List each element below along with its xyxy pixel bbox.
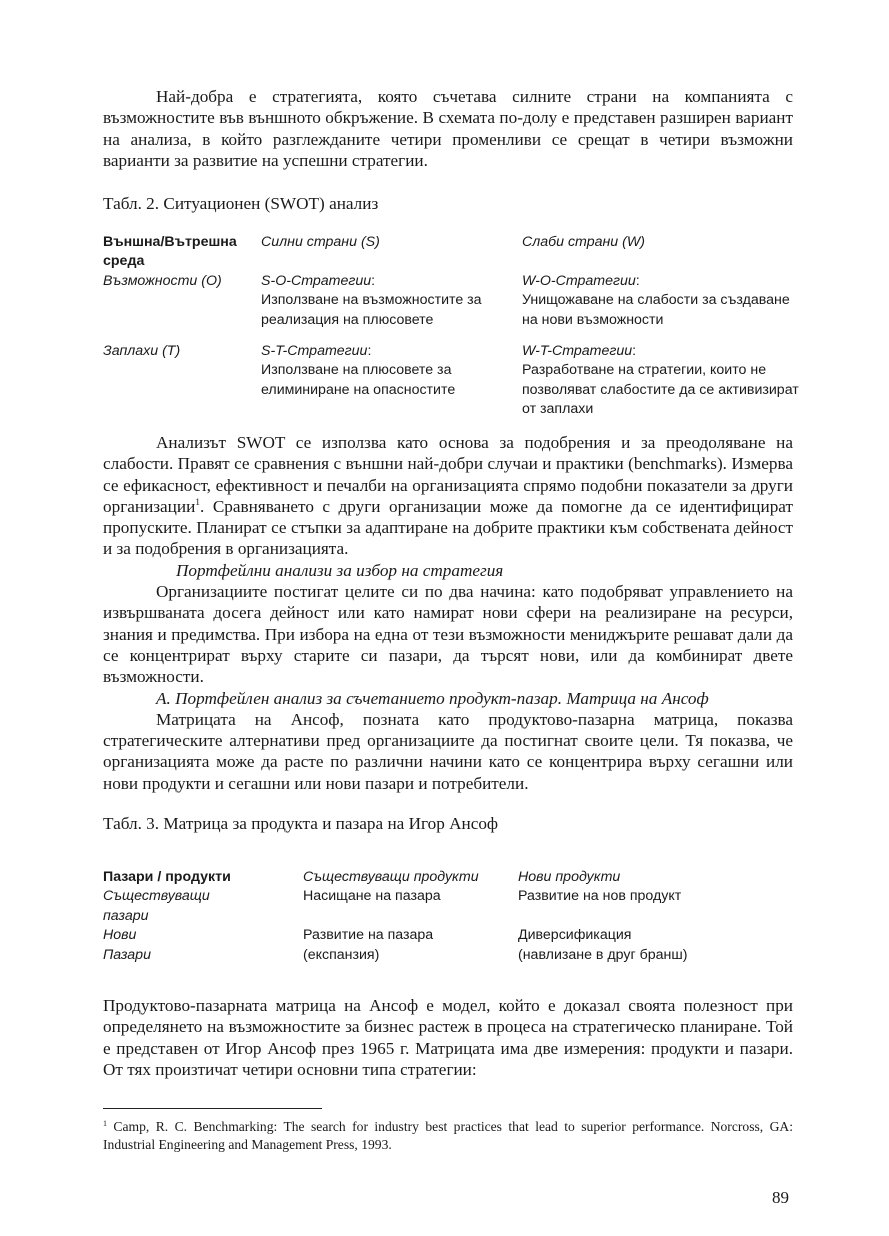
swot-table — [103, 233, 802, 420]
closing-paragraph: Продуктово-пазарната матрица на Ансоф е модел, който е доказал своята полезност при определянето на възможностите за бизнес растеж в процеса на стратегическо планиране. Той е представен от Игор Ансоф през 1965 г. Матрицата има две измерения: продукти и пазари. От тях произтичат четири основни типа стратегии: — [103, 996, 793, 1079]
footnote-number: 1 — [103, 1119, 107, 1128]
ansoff-header-row — [103, 868, 778, 887]
ansoff-row-label — [103, 887, 303, 926]
ansoff-cell-diversification — [518, 926, 778, 965]
ansoff-cell-market-penetration: Насищане на пазара — [303, 888, 441, 905]
label-line: пазари — [103, 907, 149, 924]
swot-row-opportunities — [103, 272, 802, 330]
swot-cell-so — [261, 272, 522, 330]
strategy-title: W-T-Стратегии — [522, 343, 633, 360]
swot-row-threats — [103, 342, 802, 420]
ansoff-row-existing-markets — [103, 887, 778, 926]
table2-caption: Табл. 2. Ситуационен (SWOT) анализ — [103, 194, 379, 213]
strategy-text: Използване на плюсовете за елиминиране на опасностите — [261, 362, 456, 398]
ansoff-cell-market-development — [303, 926, 518, 965]
swot-gap — [103, 330, 802, 342]
portfolio-heading: Портфейлни анализи за избор на стратегия — [176, 560, 504, 580]
label-line: Пазари — [103, 946, 151, 963]
swot-row-label: Заплахи (T) — [103, 343, 181, 360]
strategy-text: Унищожаване на слабости за създаване на нови възможности — [522, 292, 790, 328]
body-section — [103, 432, 793, 794]
strategy-text: Използване на възможностите за реализация на плюсовете — [261, 292, 482, 328]
colon: : — [632, 343, 637, 360]
ansoff-paragraph: Матрицата на Ансоф, позната като продуктово-пазарна матрица, показва стратегическите алтернативи пред организациите да постигнат своите цели. Тя показва, че организацията може да расте по различни начини като се концентрира върху сегашни или нови продукти и сегашни или нови пазари и потребители. — [103, 709, 793, 793]
colon: : — [635, 272, 640, 289]
swot-row-label: Възможности (O) — [103, 272, 222, 289]
swot-corner-header: Външна/Вътрешна среда — [103, 234, 237, 270]
strategy-title: S-T-Стратегии — [261, 343, 368, 360]
ansoff-col-existing: Съществуващи продукти — [303, 869, 479, 885]
strategy-text: Разработване на стратегии, които не позволяват слабостите да се активизират от заплахи — [522, 362, 799, 418]
ansoff-cell-product-development: Развитие на нов продукт — [518, 888, 682, 905]
ansoff-corner-header: Пазари / продукти — [103, 869, 231, 885]
footnote-text: Camp, R. C. Benchmarking: The search for industry best practices that lead to superior performance. Norcross, GA: Industrial Engineering and Management Press, 1993. — [103, 1119, 793, 1152]
footnote-reference[interactable]: 1 — [195, 497, 201, 508]
cell-line: Диверсификация — [518, 927, 632, 944]
swot-paragraph-text-cont: . Сравняването с други организации може да помогне да се идентифицират пропуските. Планират се стъпки за адаптиране на добрите практики към собствената дейност и за подобрения в организацията. — [103, 496, 793, 559]
label-line: Съществуващи — [103, 888, 210, 905]
cell-line: Развитие на пазара — [303, 927, 434, 944]
swot-col-weaknesses: Слаби страни (W) — [522, 234, 645, 250]
ansoff-row-new-markets — [103, 926, 778, 965]
table3-caption: Табл. 3. Матрица за продукта и пазара на Игор Ансоф — [103, 814, 499, 833]
ansoff-table — [103, 868, 778, 965]
swot-cell-wo — [522, 272, 802, 330]
footnote-separator — [103, 1108, 322, 1109]
colon: : — [371, 272, 376, 289]
swot-header-row — [103, 233, 802, 272]
swot-cell-st — [261, 342, 522, 420]
footnote — [103, 1118, 793, 1153]
swot-col-strengths: Силни страни (S) — [261, 234, 380, 250]
swot-paragraph-text: Анализът SWOT се използва като основа за подобрения и за преодоляване на слабости. Правят се сравнения с външни най-добри случаи и практики (benchmarks). Измерва се ефикасност, ефективност и печалби на организацията спрямо подобни показатели за други организации — [103, 433, 793, 516]
cell-line: (навлизане в друг бранш) — [518, 946, 688, 963]
closing-block — [103, 995, 793, 1080]
label-line: Нови — [103, 927, 137, 944]
ansoff-heading: А. Портфейлен анализ за съчетанието продукт-пазар. Матрица на Ансоф — [156, 688, 709, 708]
intro-block — [103, 86, 793, 171]
strategy-title: S-O-Стратегии — [261, 272, 372, 289]
colon: : — [367, 343, 372, 360]
swot-cell-wt — [522, 342, 802, 420]
ansoff-col-new: Нови продукти — [518, 869, 621, 885]
strategy-title: W-O-Стратегии — [522, 272, 636, 289]
swot-paragraph — [103, 432, 793, 560]
ansoff-row-label — [103, 926, 303, 965]
intro-paragraph: Най-добра е стратегията, която съчетава силните страни на компанията с възможностите във външното обкръжение. В схемата по-долу е представен разширен вариант на анализа, в който разглежданите четири променливи се срещат в четири възможни варианти за развитие на успешни стратегии. — [103, 87, 793, 170]
cell-line: (експанзия) — [303, 946, 380, 963]
portfolio-paragraph: Организациите постигат целите си по два начина: като подобряват управлението на извършваната досега дейност или като намират нови сфери на реализиране на ресурси, знания и предимства. При избора на една от тези възможности мениджърите решават дали да се концентрират върху старите си пазари, да търсят нови, или да комбинират двете възможности. — [103, 582, 793, 687]
page-number: 89 — [772, 1188, 789, 1207]
